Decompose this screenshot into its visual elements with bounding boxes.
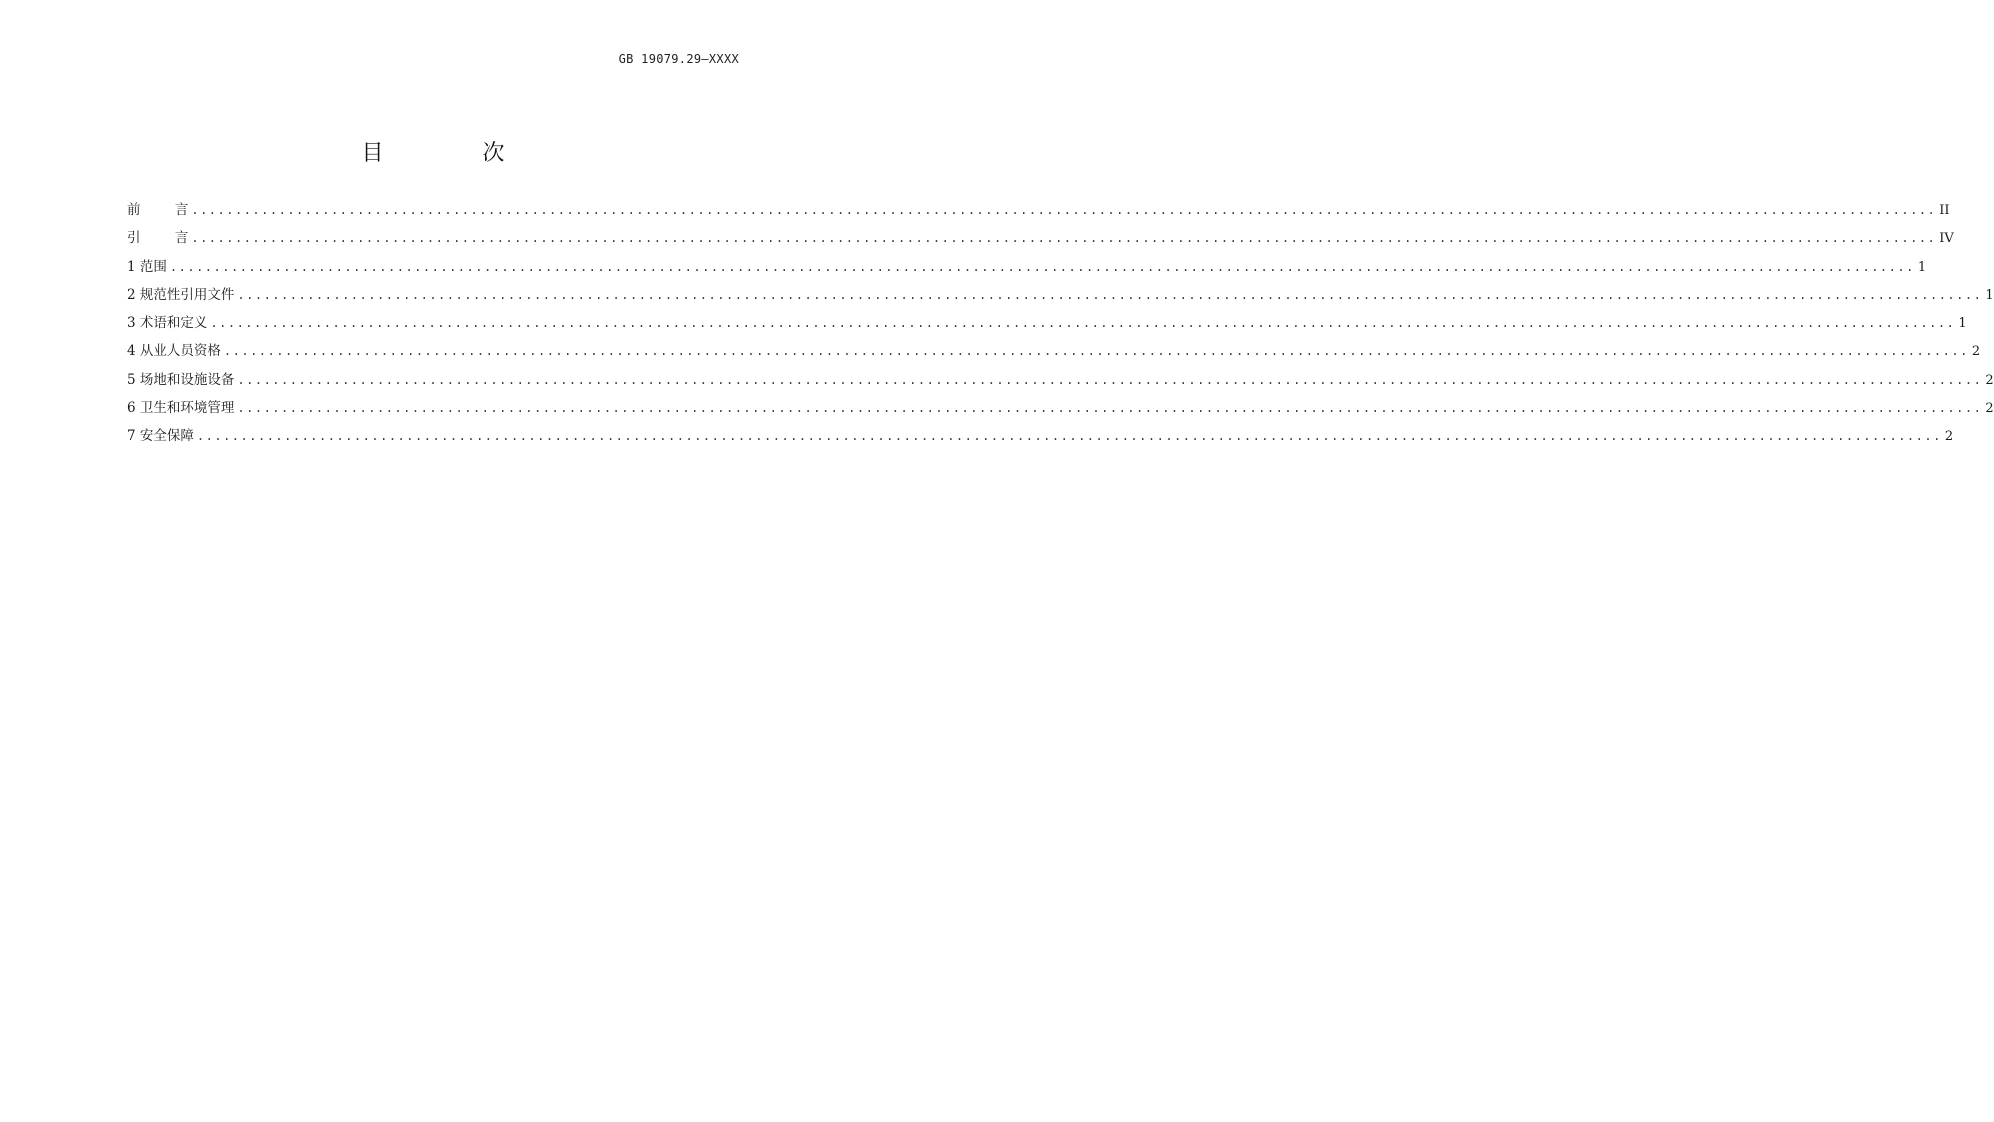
toc-entry-label: 3 术语和定义: [127, 315, 208, 332]
toc-entry-venue-facilities[interactable]: [127, 366, 1994, 394]
toc-entry-terms-definitions[interactable]: [127, 309, 1967, 337]
toc-entry-label: 4 从业人员资格: [127, 343, 221, 360]
toc-entry-label: 引 言: [127, 230, 189, 247]
toc-entry-page: 2: [1944, 429, 1954, 445]
toc-entry-page: II: [1939, 203, 1950, 218]
toc-dot-leader: ........................................................................................................................................................................................................: [237, 372, 1983, 387]
toc-entry-label: 5 场地和设施设备: [127, 371, 235, 388]
toc-dot-leader: ........................................................................................................................................................................................................: [237, 287, 1983, 302]
toc-entry-page: 1: [1917, 259, 1927, 275]
toc-entry-page: 1: [1958, 316, 1967, 332]
toc-dot-leader: ........................................................................................................................................................................................................: [191, 203, 1937, 217]
toc-entry-label: 6 卫生和环境管理: [127, 400, 235, 417]
toc-dot-leader: ........................................................................................................................................................................................................: [191, 231, 1937, 246]
toc-dot-leader: ........................................................................................................................................................................................................: [210, 316, 1956, 331]
toc-dot-leader: ........................................................................................................................................................................................................: [223, 344, 1969, 359]
toc-entry-page: 2: [1971, 344, 1981, 360]
document-code: GB 19079.29—XXXX: [618, 52, 739, 66]
toc-entry-foreword[interactable]: [127, 196, 1950, 224]
toc-entry-label: 1 范围: [127, 258, 167, 275]
toc-entry-page: IV: [1939, 231, 1954, 247]
toc-entry-scope[interactable]: [127, 253, 1927, 281]
toc-entry-page: 1: [1985, 287, 1994, 303]
toc-entry-normative-references[interactable]: [127, 281, 1994, 309]
table-of-contents: [127, 196, 1994, 451]
toc-dot-leader: ........................................................................................................................................................................................................: [237, 401, 1983, 416]
toc-entry-introduction[interactable]: [127, 224, 1954, 252]
toc-title: 目 次: [361, 141, 551, 166]
toc-entry-staff-qualification[interactable]: [127, 337, 1981, 365]
toc-entry-safety[interactable]: [127, 422, 1954, 450]
toc-entry-label: 2 规范性引用文件: [127, 286, 235, 303]
toc-dot-leader: ........................................................................................................................................................................................................: [169, 259, 1915, 274]
toc-dot-leader: ........................................................................................................................................................................................................: [196, 429, 1942, 444]
toc-entry-label: 7 安全保障: [127, 428, 194, 445]
toc-entry-hygiene-environment[interactable]: [127, 394, 1994, 422]
toc-entry-label: 前 言: [127, 202, 189, 218]
toc-entry-page: 2: [1985, 372, 1994, 388]
toc-entry-page: 2: [1985, 401, 1994, 417]
